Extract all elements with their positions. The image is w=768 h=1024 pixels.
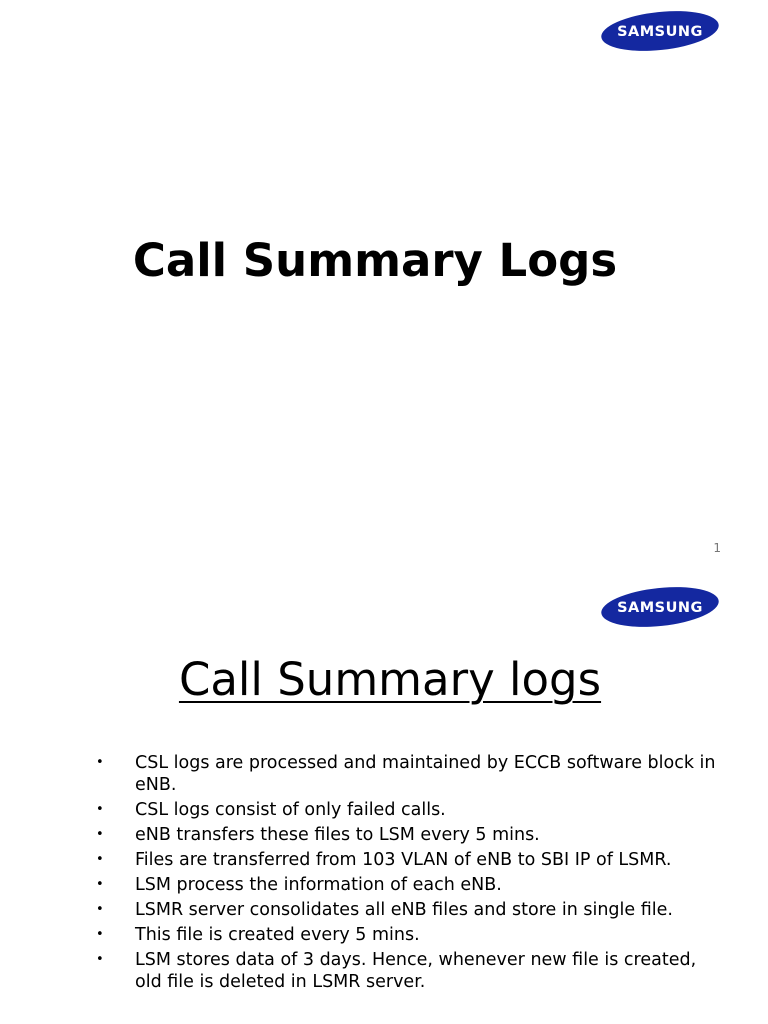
slide-title: Call Summary Logs: [132, 234, 618, 287]
bullet-text: Files are transferred from 103 VLAN of eNB to SBI IP of LSMR.: [135, 850, 672, 870]
bullet-icon: •: [96, 927, 104, 942]
bullet-icon: •: [96, 952, 104, 967]
bullet-list: [96, 752, 716, 996]
bullet-icon: •: [96, 827, 104, 842]
bullet-item: [96, 824, 716, 846]
bullet-icon: •: [96, 877, 104, 892]
bullet-item: [96, 899, 716, 921]
slide-title: Call Summary logs: [178, 653, 602, 706]
bullet-item: [96, 752, 716, 796]
samsung-logo: [600, 586, 720, 628]
page-number: 1: [713, 541, 721, 555]
bullet-icon: •: [96, 902, 104, 917]
bullet-text: CSL logs consist of only failed calls.: [135, 800, 446, 820]
bullet-icon: •: [96, 852, 104, 867]
bullet-item: [96, 949, 716, 993]
bullet-text: LSMR server consolidates all eNB files and store in single file.: [135, 900, 673, 920]
bullet-text: CSL logs are processed and maintained by ECCB software block in eNB.: [135, 753, 716, 795]
bullet-item: [96, 849, 716, 871]
bullet-text: eNB transfers these files to LSM every 5 mins.: [135, 825, 540, 845]
bullet-item: [96, 874, 716, 896]
bullet-text: LSM stores data of 3 days. Hence, whenever new file is created, old file is deleted in LSMR server.: [135, 950, 697, 992]
bullet-item: [96, 924, 716, 946]
bullet-text: LSM process the information of each eNB.: [135, 875, 502, 895]
slide-2: [0, 576, 768, 1024]
bullet-icon: •: [96, 755, 104, 770]
bullet-item: [96, 799, 716, 821]
samsung-logo: [600, 10, 720, 52]
bullet-icon: •: [96, 802, 104, 817]
bullet-text: This file is created every 5 mins.: [135, 925, 420, 945]
logo-text: SAMSUNG: [617, 24, 703, 40]
logo-text: SAMSUNG: [617, 600, 703, 616]
